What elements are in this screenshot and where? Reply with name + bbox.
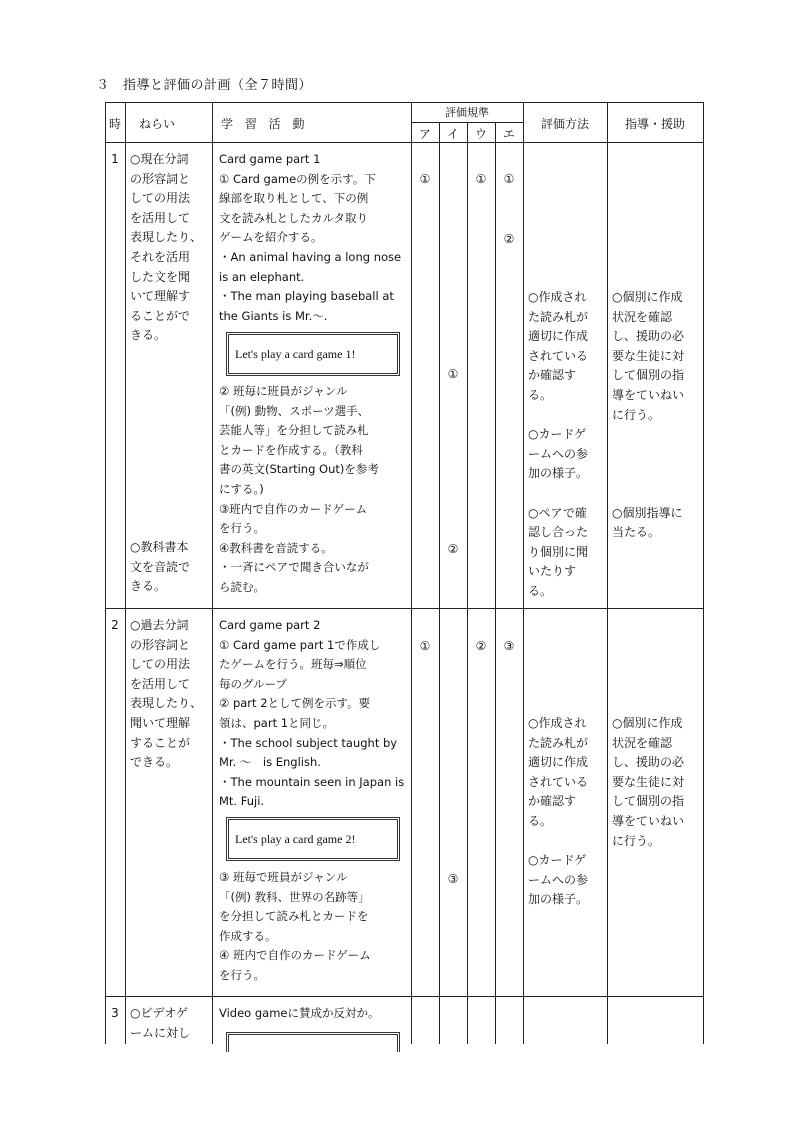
row2-aim: ○過去分詞 の形容詞と しての用法 を活用して 表現したり、 聞いて理解 することが できる。 <box>130 618 203 770</box>
header-support: 指導・援助 <box>624 117 685 131</box>
header-aim: ねらい <box>139 117 176 131</box>
row2-card-game-box: Let's play a card game 2! <box>226 817 400 861</box>
header-criteria-i: イ <box>446 127 459 141</box>
table-border <box>105 996 703 997</box>
table-border <box>105 608 703 609</box>
row2-method: ○作成され た読み札が 適切に作成 されている か確認す る。 ○カードゲ ームへの参 加の様子。 <box>528 716 589 907</box>
row2-activities-2: ③ 班毎で班員がジャンル 「(例) 教科、世界の名跡等」 を分担して読み札とカードを 作成する。 ④ 班内で自作のカードゲーム を行う。 <box>219 870 371 982</box>
table-border <box>523 102 524 1044</box>
header-criteria-a: ア <box>418 127 431 141</box>
row2-mark-e: ③ <box>503 639 515 653</box>
page-heading: ３ 指導と評価の計画（全７時間） <box>96 78 313 93</box>
row1-mark-i1: ① <box>447 367 459 381</box>
header-hour: 時 <box>108 117 121 131</box>
row2-mark-a: ① <box>419 639 431 653</box>
row1-mark-e2: ② <box>503 232 515 246</box>
row2-activities: Card game part 2 ① Card game part 1で作成し たゲームを行う。班毎⇒順位 毎のグループ ② part 2として例を示す。要 領は、part 1と同じ。 ・The school subject taught by Mr. ～ is English. ・The mountain seen in Japan is Mt. Fuji. <box>219 618 405 809</box>
row3-aim: ○ビデオゲ ームに対し <box>130 1006 191 1040</box>
row1-method: ○作成され た読み札が 適切に作成 されている か確認す る。 ○カードゲ ームへの参 加の様子。 ○ペアで確 認し合った り個別に聞 いたりす る。 <box>528 290 589 598</box>
row2-hour: 2 <box>111 618 119 632</box>
table-border <box>703 102 704 1044</box>
row1-activities: Card game part 1 ① Card gameの例を示す。下 線部を取り札として、下の例 文を読み札としたカルタ取り ゲームを紹介する。 ・An animal having a long nose is an elephant. ・The man playing baseball at the Giants is Mr.～. <box>219 152 402 323</box>
header-activities: 学 習 活 動 <box>221 117 309 131</box>
row2-mark-u: ② <box>475 639 487 653</box>
row1-support: ○個別に作成 状況を確認 し、援助の必 要な生徒に対 して個別の指 導をていねい に行う。 ○個別指導に 当たる。 <box>612 290 685 540</box>
table-border <box>495 122 496 1044</box>
row1-hour: 1 <box>111 152 119 166</box>
row3-activities: Video gameに賛成か反対か。 <box>219 1006 380 1020</box>
table-border <box>125 102 126 1044</box>
header-criteria-e: エ <box>502 127 515 141</box>
table-border <box>105 102 106 1044</box>
header-method: 評価方法 <box>540 117 589 131</box>
table-border <box>105 102 703 103</box>
row1-aim-reading: ○教科書本 文を音読で きる。 <box>130 540 191 594</box>
row2-mark-i: ③ <box>447 872 459 886</box>
table-border <box>467 122 468 1044</box>
row2-support: ○個別に作成 状況を確認 し、援助の必 要な生徒に対 して個別の指 導をていねい に行う。 <box>612 716 685 848</box>
table-border <box>411 102 412 1044</box>
row1-mark-u: ① <box>475 172 487 186</box>
row1-aim: ○現在分詞 の形容詞と しての用法 を活用して 表現したり、 それを活用 した文を聞 いて理解す ることがで きる。 <box>130 152 203 343</box>
table-border <box>439 122 440 1044</box>
header-criteria: 評価規準 <box>445 106 489 119</box>
row1-mark-a: ① <box>419 172 431 186</box>
table-border <box>607 102 608 1044</box>
row3-box-partial <box>226 1032 400 1052</box>
row1-card-game-box: Let's play a card game 1! <box>226 332 400 376</box>
row1-activities-2: ② 班毎に班員がジャンル 「(例) 動物、スポーツ選手、 芸能人等」を分担して読み札 とカードを作成する。（教科 書の英文(Starting Out)を参考 にする。) ③班内で自作のカードゲーム を行う。 ④教科書を音読する。 ・一斉にペアで聞き合いなが ら読む。 <box>219 384 379 594</box>
row1-mark-e1: ① <box>503 172 515 186</box>
table-border <box>105 142 703 143</box>
lesson-plan-table <box>105 102 703 1044</box>
table-border <box>212 102 213 1044</box>
row1-mark-i2: ② <box>447 542 459 556</box>
row3-hour: 3 <box>111 1006 119 1020</box>
header-criteria-u: ウ <box>474 127 487 141</box>
